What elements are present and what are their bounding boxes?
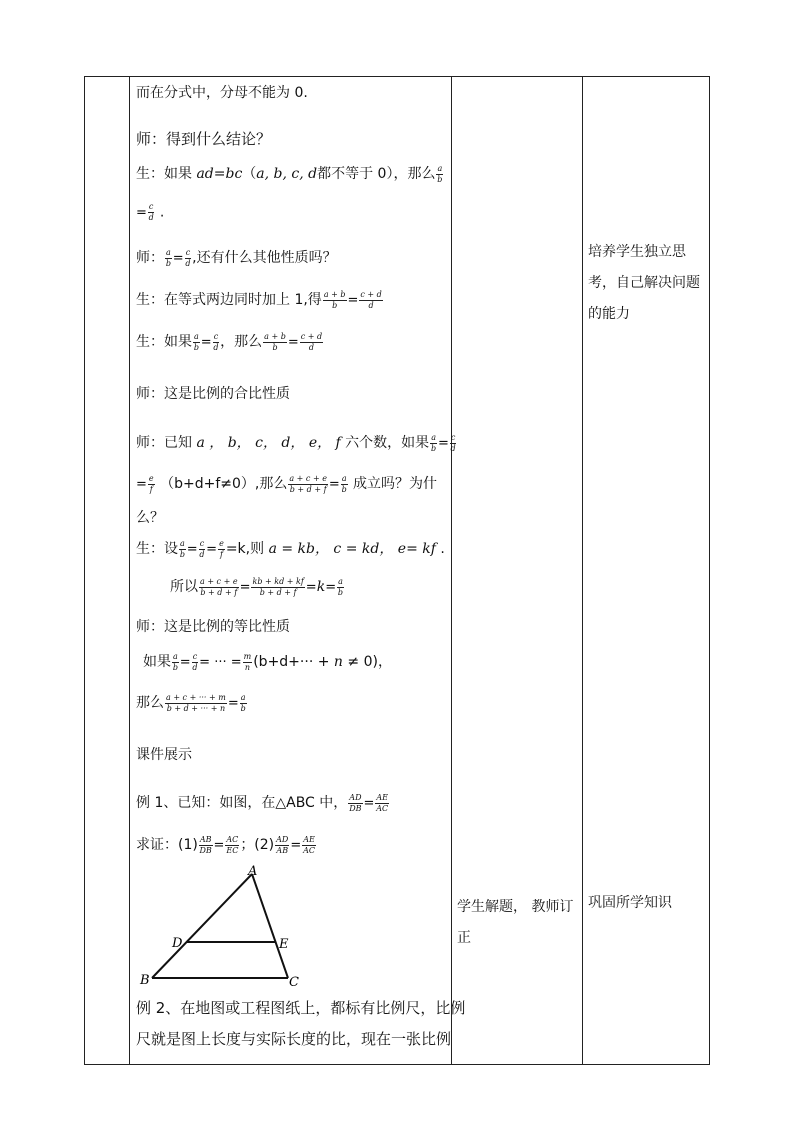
line-7: 生：如果 $\frac{a}{b}$ = $\frac{c}{d}$ ，那么 $\frac{a + b}{b}$ = $\frac{c + d}{d}$ <box>136 331 323 352</box>
line-9: 师：已知 a ， b， c， d， e， f 六个数，如果 $\frac{a}{b}$ = $\frac{c}{d}$ <box>136 432 456 453</box>
activity-student-solve: 学生解题， 教师订正 <box>457 899 574 946</box>
line-14: 师：这是比例的等比性质 <box>136 619 290 635</box>
line-5: 师： $\frac{a}{b}$ = $\frac{c}{d}$ ,还有什么其他性质吗？ <box>136 247 337 268</box>
column-divider <box>451 77 452 1064</box>
line-17: 课件展示 <box>136 747 192 763</box>
line-4: = $\frac{c}{d}$ . <box>136 202 165 222</box>
line-15: 如果 $\frac{a}{b}$ = $\frac{c}{d}$ = ··· = $\frac{m}{n}$ (b+d+··· + n ≠ 0)， <box>143 651 392 672</box>
line-8: 师：这是比例的合比性质 <box>136 386 290 402</box>
triangle-figure <box>138 862 308 990</box>
label-b: B <box>140 973 150 988</box>
label-c: C <box>289 975 299 990</box>
label-d: D <box>172 936 183 951</box>
line-21: 尺就是图上长度与实际长度的比，现在一张比例 <box>136 1030 452 1048</box>
label-a: A <box>248 864 258 879</box>
label-e: E <box>279 937 289 952</box>
side-ac <box>252 874 288 978</box>
line-11: 么？ <box>136 510 164 526</box>
line-6: 生：在等式两边同时加上 1,得 $\frac{a + b}{b}$ = $\frac{c + d}{d}$ <box>136 289 382 310</box>
column-divider <box>129 77 130 1064</box>
line-13: 所以 $\frac{a + c + e}{b + d + f}$ = $\frac{kb + kd + kf}{b + d + f}$ =k= $\frac{a}{b}$ <box>170 576 344 597</box>
design-intent-1: 培养学生独立思考，自己解决问题的能力 <box>588 244 700 322</box>
line-2: 师：得到什么结论？ <box>136 130 272 148</box>
line-12: 生：设 $\frac{a}{b}$ = $\frac{c}{d}$ = $\frac{e}{f}$ =k,则 a = kb， c = kd， e= kf . <box>136 538 445 559</box>
line-1: 而在分式中，分母不能为 0. <box>136 85 308 101</box>
line-3: 生：如果 ad=bc（a, b, c, d都不等于 0），那么 $\frac{a}{b}$ <box>136 163 443 184</box>
line-16: 那么 $\frac{a + c + \cdot\cdot\cdot + m}{b + d + \cdot\cdot\cdot + n}$ = $\frac{a}{b}$ <box>136 692 246 713</box>
line-20: 例 2、在地图或工程图纸上，都标有比例尺，比例 <box>136 999 466 1017</box>
line-19: 求证：(1) $\frac{AB}{DB}$ = $\frac{AC}{EC}$ ；(2) $\frac{AD}{AB}$ = $\frac{AE}{AC}$ <box>136 834 316 855</box>
side-ab <box>152 874 252 978</box>
design-intent-2: 巩固所学知识 <box>588 895 672 911</box>
line-18: 例 1、已知：如图，在△ABC 中， $\frac{AD}{DB}$ = $\frac{AE}{AC}$ <box>136 792 389 813</box>
column-divider <box>582 77 583 1064</box>
line-10: = $\frac{e}{f}$ （b+d+f≠0）,那么 $\frac{a + c + e}{b + d + f}$ = $\frac{a}{b}$ 成立吗？为什 <box>136 473 438 494</box>
